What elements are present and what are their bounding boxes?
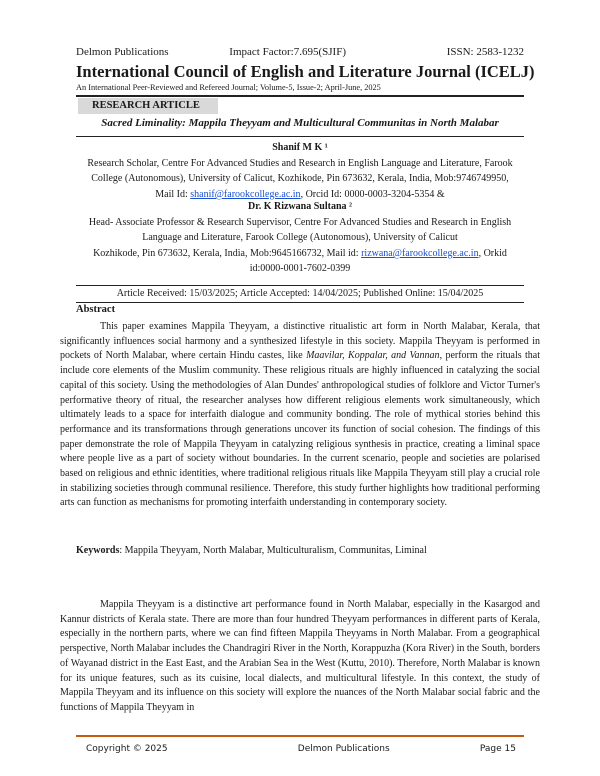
orcid-text: , Orcid Id: 0000-0003-3204-5354 &	[300, 188, 445, 200]
page-number: Page 15	[479, 744, 516, 754]
running-header	[76, 46, 524, 58]
abstract-part: This paper examines Mappila Theyyam, a distinctive ritualistic art form in North Malabar, Kerala, that significantly influences social harmony and a synthesized lifestyle in this society. Mappila Theyyam is performed in pockets of North Malabar, where certain Hindu castes, like	[60, 321, 540, 362]
affiliation-contact	[70, 246, 530, 261]
author-1-affiliation	[70, 156, 530, 202]
mail-label: Kozhikode, Pin 673632, Kerala, India, Mob:9645166732, Mail id:	[93, 247, 362, 259]
footer-copyright: Copyright © 2025	[86, 744, 168, 754]
article-type-badge: RESEARCH ARTICLE	[78, 98, 218, 114]
abstract-heading: Abstract	[76, 304, 116, 315]
keywords-text: : Mappila Theyyam, North Malabar, Multiculturalism, Communitas, Liminal	[119, 545, 427, 556]
page-footer	[86, 744, 516, 754]
footer-divider	[76, 735, 524, 737]
mail-label: Mail Id:	[155, 188, 191, 200]
affiliation-line: Head- Associate Professor & Research Supervisor, Centre For Advanced Studies and Research in English	[88, 217, 512, 228]
footer-publisher: Delmon Publications	[297, 744, 390, 754]
orcid-text: , Orkid	[478, 247, 507, 259]
article-dates: Article Received: 15/03/2025; Article Accepted: 14/04/2025; Published Online: 15/04/2025	[76, 285, 524, 303]
abstract-part: , perform the rituals that include core elements of the Muslim community. These religious rituals are highly influenced in catalyzing the social capital of this society. Using the methodologies of Alan Dundes' anthropological studies of folklore and Victor Turner's performative theory of ritual, the researcher analyses how different religious elements work simultaneously, which ultimately leads to a space for interfaith dialogue and community bonding. The role of mythical stories behind this performance and its transformations through generations uncover its function of social cohesion. The findings of this paper demonstrate the role of Mappila Theyyam in catalyzing religious synthesis in practice, creating a liminal space where people live as a part of society without boundaries. In the current scenario, people and societies are polarised based on religious and ethnic identities, where traditional religious rituals like Mappila Theyyam still play a crucial role in stabilizing societies through communal resilience. Therefore, this study further highlights how traditional performing arts can function as mechanisms for promoting interfaith understanding in contemporary society.	[60, 350, 541, 509]
author-2: Dr. K Rizwana Sultana ²	[247, 201, 353, 212]
issn: ISSN: 2583-1232	[446, 46, 524, 58]
journal-title: International Council of English and Literature Journal (ICELJ)	[76, 62, 535, 81]
affiliation-line: id:0000-0001-7602-0399	[249, 263, 351, 275]
author-2-email-link[interactable]: rizwana@farookcollege.ac.in	[361, 247, 479, 259]
impact-factor: Impact Factor:7.695(SJIF)	[229, 46, 346, 58]
author-1-email-link[interactable]: shanif@farookcollege.ac.in	[190, 188, 301, 200]
author-1: Shanif M K ¹	[272, 142, 328, 153]
body-paragraph: Mappila Theyyam is a distinctive art performance found in North Malabar, especially in the Kasargod and Kannur districts of Kerala state. There are more than four hundred Theyyam performances in different parts of Kerala, especially in the northern parts, where we can find fifteen Mappila Theyyams in North Malabar. From a geographical perspective, North Malabar includes the Chandragiri River in the North, Korappuzha (Kora River) in the South, borders of Wayanad district in the East East, and the Arabian Sea in the West (Kuttu, 2010). Therefore, North Malabar is known for its unique features, such as its cuisine, local dialects, and multicultural lifestyle. In this context, the study of Mappila Theyyam and its influence on this society will explore the nuances of the North Malabar social fabric and the functions of Mappila Theyyam in	[60, 599, 540, 713]
keywords-label: Keywords	[76, 545, 120, 556]
title-divider	[76, 136, 524, 137]
journal-subtitle: An International Peer-Reviewed and Refereed Journal; Volume-5, Issue-2; April-June, 2025	[76, 83, 381, 92]
paper-title: Sacred Liminality: Mappila Theyyam and Multicultural Communitas in North Malabar	[101, 117, 499, 129]
affiliation-contact	[70, 187, 530, 202]
abstract-text	[60, 320, 540, 511]
affiliation-line: Research Scholar, Centre For Advanced Studies and Research in English Language and Literature, Farook	[87, 158, 513, 169]
affiliation-line: College (Autonomous), University of Calicut, Kozhikode, Pin 673632, Kerala, India, Mob:9746749950,	[91, 173, 509, 185]
keywords-line	[76, 545, 427, 556]
publisher-name: Delmon Publications	[76, 46, 169, 58]
header-divider	[76, 95, 524, 97]
affiliation-line: Language and Literature, Farook College (Autonomous), University of Calicut	[142, 232, 458, 244]
abstract-italic-castes: Maavilar, Koppalar, and Vannan	[306, 350, 440, 362]
author-2-affiliation	[70, 215, 530, 277]
